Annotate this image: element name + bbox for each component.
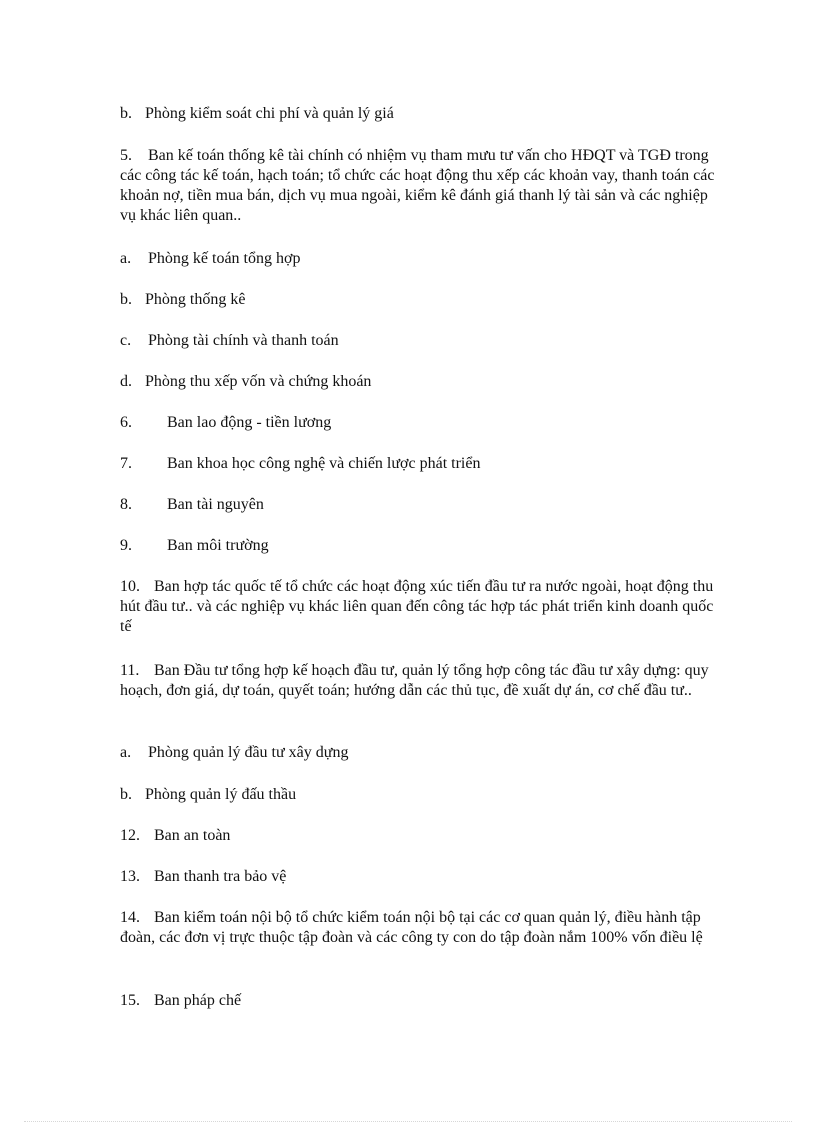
item-number: b. — [120, 105, 132, 122]
list-item-b-bidding — [120, 785, 720, 805]
item-text: Phòng thu xếp vốn và chứng khoán — [145, 373, 372, 390]
item-text: Ban khoa học công nghệ và chiến lược phát triển — [167, 455, 481, 472]
item-number: 5. — [120, 147, 132, 164]
item-text: Ban an toàn — [154, 827, 231, 844]
list-item-8-resources — [120, 495, 720, 515]
item-number: d. — [120, 373, 132, 390]
item-number: 13. — [120, 868, 140, 885]
item-number: 9. — [120, 537, 132, 554]
list-item-b-statistics — [120, 290, 720, 310]
item-number: 14. — [120, 909, 140, 926]
list-item-10-international — [120, 577, 720, 637]
item-text: Phòng tài chính và thanh toán — [148, 332, 339, 349]
item-number: a. — [120, 250, 132, 267]
item-number: c. — [120, 332, 132, 349]
item-text: Ban Đầu tư tổng hợp kế hoạch đầu tư, quản lý tổng hợp công tác đầu tư xây dựng: quy hoạch, đơn giá, dự toán, quyết toán; hướng dẫn các thủ tục, đề xuất dự án, cơ chế đầu tư.. — [120, 662, 709, 699]
item-number: b. — [120, 786, 132, 803]
item-text: Phòng kiểm soát chi phí và quản lý giá — [145, 105, 394, 122]
list-item-9-environment — [120, 536, 720, 556]
item-number: 8. — [120, 496, 132, 513]
list-item-7-science — [120, 454, 720, 474]
item-text: Ban kiểm toán nội bộ tổ chức kiểm toán nội bộ tại các cơ quan quản lý, điều hành tập đoàn, các đơn vị trực thuộc tập đoàn và các công ty con do tập đoàn nắm 100% vốn điều lệ — [120, 909, 703, 946]
page-bottom-divider — [24, 1121, 792, 1122]
item-text: Ban môi trường — [167, 537, 269, 554]
item-text: Ban pháp chế — [154, 992, 242, 1009]
item-text: Ban hợp tác quốc tế tổ chức các hoạt động xúc tiến đầu tư ra nước ngoài, hoạt động thu hút đầu tư.. và các nghiệp vụ khác liên quan đến công tác hợp tác phát triển kinh doanh quốc tế — [120, 578, 714, 635]
item-number: 11. — [120, 662, 140, 679]
list-item-13-inspection — [120, 867, 720, 887]
list-item-15-legal — [120, 991, 720, 1011]
item-text: Phòng quản lý đầu tư xây dựng — [148, 744, 349, 761]
item-number: 15. — [120, 992, 140, 1009]
list-item-a-construction — [120, 743, 720, 763]
item-text: Ban lao động - tiền lương — [167, 414, 332, 431]
list-item-12-safety — [120, 826, 720, 846]
item-text: Phòng thống kê — [145, 291, 246, 308]
list-item-14-internal-audit — [120, 908, 720, 948]
item-text: Phòng quản lý đấu thầu — [145, 786, 297, 803]
list-item-11-investment — [120, 661, 720, 701]
item-text: Ban kế toán thống kê tài chính có nhiệm vụ tham mưu tư vấn cho HĐQT và TGĐ trong các công tác kế toán, hạch toán; tổ chức các hoạt động thu xếp các khoản vay, thanh toán các khoản nợ, tiền mua bán, dịch vụ mua ngoài, kiểm kê đánh giá thanh lý tài sản và các nghiệp vụ khác liên quan.. — [120, 147, 715, 224]
item-number: 10. — [120, 578, 140, 595]
item-text: Ban thanh tra bảo vệ — [154, 868, 287, 885]
list-item-c-finance — [120, 331, 720, 351]
list-item-5-accounting — [120, 146, 720, 226]
item-number: a. — [120, 744, 132, 761]
item-number: 6. — [120, 414, 132, 431]
item-number: 12. — [120, 827, 140, 844]
list-item-d-capital — [120, 372, 720, 392]
list-item-6-labor — [120, 413, 720, 433]
list-item-b-cost-control — [120, 104, 720, 124]
item-text: Ban tài nguyên — [167, 496, 264, 513]
item-number: b. — [120, 291, 132, 308]
item-text: Phòng kế toán tổng hợp — [148, 250, 301, 267]
item-number: 7. — [120, 455, 132, 472]
list-item-a-general-accounting — [120, 249, 720, 269]
